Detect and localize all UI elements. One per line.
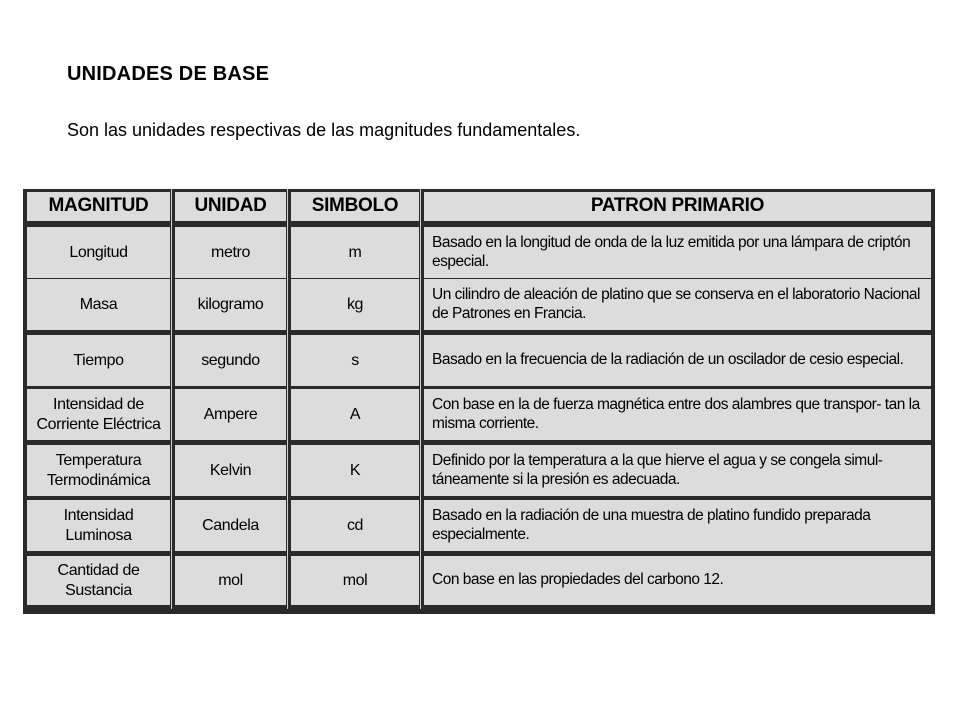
cell-simbolo: A <box>291 389 419 440</box>
header-unidad: UNIDAD <box>175 192 286 221</box>
cell-magnitud: Tiempo <box>27 335 170 386</box>
cell-unidad: Candela <box>175 500 286 551</box>
header-magnitud: MAGNITUD <box>27 192 170 221</box>
units-table <box>23 189 935 614</box>
cell-simbolo: K <box>291 445 419 496</box>
cell-unidad: segundo <box>175 335 286 386</box>
cell-simbolo: m <box>291 227 419 278</box>
cell-patron: Un cilindro de aleación de platino que se conserva en el laboratorio Nacional de Patrones en Francia. <box>424 279 931 330</box>
column-separator <box>171 189 172 609</box>
cell-simbolo: kg <box>291 279 419 330</box>
header-patron: PATRON PRIMARIO <box>424 192 931 221</box>
cell-unidad: Kelvin <box>175 445 286 496</box>
cell-simbolo: mol <box>291 556 419 605</box>
cell-patron: Con base en las propiedades del carbono 12. <box>424 556 931 605</box>
header-simbolo: SIMBOLO <box>291 192 419 221</box>
cell-patron: Basado en la frecuencia de la radiación de un oscilador de cesio especial. <box>424 335 931 386</box>
cell-patron: Definido por la temperatura a la que hierve el agua y se congela simul- táneamente si la presión es adecuada. <box>424 445 931 496</box>
cell-magnitud: Intensidad de Corriente Eléctrica <box>27 389 170 440</box>
cell-unidad: mol <box>175 556 286 605</box>
cell-magnitud: Temperatura Termodinámica <box>27 445 170 496</box>
cell-patron: Con base en la de fuerza magnética entre dos alambres que transpor- tan la misma corriente. <box>424 389 931 440</box>
cell-unidad: Ampere <box>175 389 286 440</box>
page-title: UNIDADES DE BASE <box>67 63 270 85</box>
cell-magnitud: Intensidad Luminosa <box>27 500 170 551</box>
cell-magnitud: Cantidad de Sustancia <box>27 556 170 605</box>
column-separator <box>420 189 421 609</box>
cell-magnitud: Masa <box>27 279 170 330</box>
cell-unidad: kilogramo <box>175 279 286 330</box>
page-subtitle: Son las unidades respectivas de las magnitudes fundamentales. <box>67 120 581 140</box>
cell-magnitud: Longitud <box>27 227 170 278</box>
cell-patron: Basado en la longitud de onda de la luz emitida por una lámpara de criptón especial. <box>424 227 931 278</box>
cell-simbolo: cd <box>291 500 419 551</box>
cell-unidad: metro <box>175 227 286 278</box>
cell-patron: Basado en la radiación de una muestra de platino fundido preparada especialmente. <box>424 500 931 551</box>
column-separator <box>287 189 288 609</box>
cell-simbolo: s <box>291 335 419 386</box>
